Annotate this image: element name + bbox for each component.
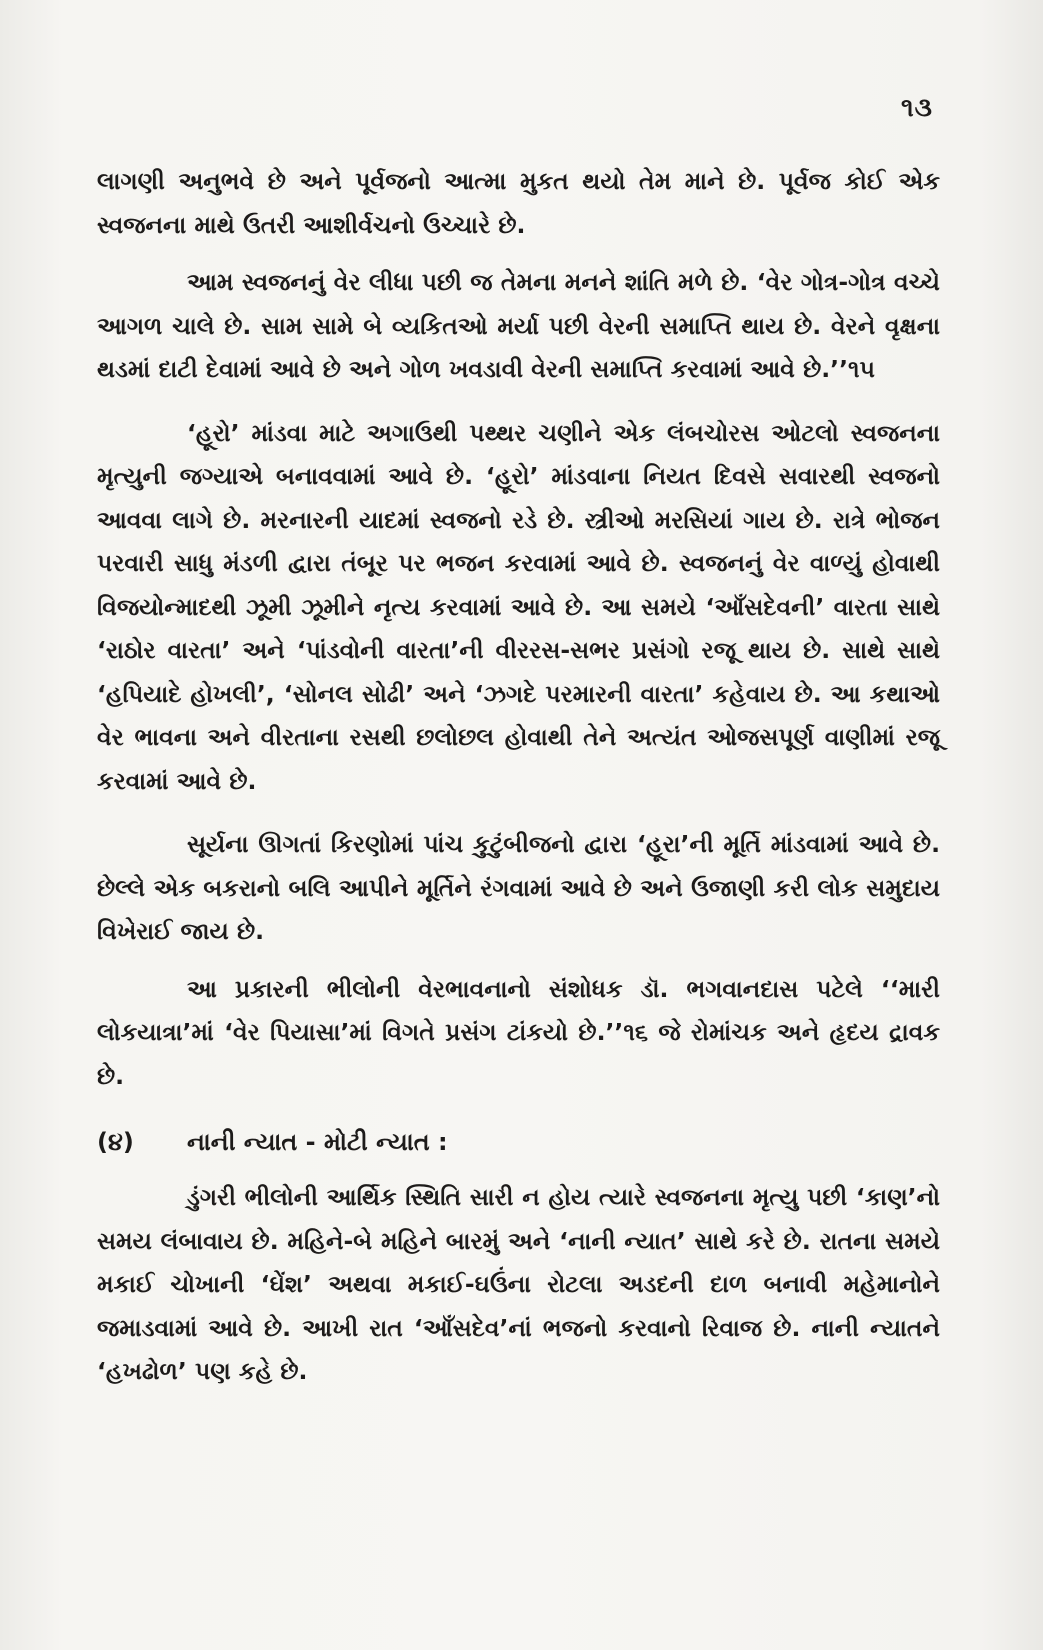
section-title: નાની ન્યાત - મોટી ન્યાત : [187, 1128, 448, 1156]
section-number: (૪) [97, 1128, 134, 1156]
paragraph-research-reference: આ પ્રકારની ભીલોની વેરભાવનાનો સંશોધક ડૉ. ભગવાનદાસ પટેલે ‘‘મારી લોકયાત્રા’માં ‘વેર પિયાસા’માં વિગતે પ્રસંગ ટાંકયો છે.’’૧૬ જે રોમાંચક અને હૃદય દ્રાવક છે. [97, 974, 940, 1090]
paragraph-idol-installation: સૂર્યના ઊગતાં કિરણોમાં પાંચ કુટુંબીજનો દ્વારા ‘હૂરા’ની મૂર્તિ માંડવામાં આવે છે. છેલ્લે એક બકરાનો બલિ આપીને મૂર્તિને રંગવામાં આવે છે અને ઉજાણી કરી લોક સમુદાય વિખેરાઈ જાય છે. [97, 830, 940, 945]
paragraph-continuation: લાગણી અનુભવે છે અને પૂર્વજનો આત્મા મુકત થયો તેમ માને છે. પૂર્વજ કોઈ એક સ્વજનના માથે ઉતરી આશીર્વચનો ઉચ્ચારે છે. [97, 167, 940, 239]
page-body [97, 160, 940, 1394]
section-heading [97, 1120, 940, 1164]
page-number: ૧૩ [900, 93, 933, 123]
paragraph-vengeance-quote: આમ સ્વજનનું વેર લીધા પછી જ તેમના મનને શાંતિ મળે છે. ‘વેર ગોત્ર-ગોત્ર વચ્ચે આગળ ચાલે છે. સામ સામે બે વ્યકિતઓ મર્યા પછી વેરની સમાપ્તિ થાય છે. વેરને વૃક્ષના થડમાં દાટી દેવામાં આવે છે અને ગોળ ખવડાવી વેરની સમાપ્તિ કરવામાં આવે છે.’’૧૫ [97, 268, 940, 383]
paragraph-nani-nyat: ડુંગરી ભીલોની આર્થિક સ્થિતિ સારી ન હોય ત્યારે સ્વજનના મૃત્યુ પછી ‘કાણ’નો સમય લંબાવાય છે. મહિને-બે મહિને બારમું અને ‘નાની ન્યાત’ સાથે કરે છે. રાતના સમયે મકાઈ ચોખાની ‘ઘેંશ’ અથવા મકાઈ-ઘઉંના રોટલા અડદની દાળ બનાવી મહેમાનોને જમાડવામાં આવે છે. આખી રાત ‘આઁસદેવ’નાં ભજનો કરવાનો રિવાજ છે. નાની ન્યાતને ‘હખઢોળ’ પણ કહે છે. [97, 1183, 940, 1385]
paragraph-hooro-ritual: ‘હૂરો’ માંડવા માટે અગાઉથી પથ્થર ચણીને એક લંબચોરસ ઓટલો સ્વજનના મૃત્યુની જગ્યાએ બનાવવામાં આવે છે. ‘હૂરો’ માંડવાના નિયત દિવસે સવારથી સ્વજનો આવવા લાગે છે. મરનારની યાદમાં સ્વજનો રડે છે. સ્ત્રીઓ મરસિયાં ગાય છે. રાત્રે ભોજન પરવારી સાધુ મંડળી દ્વારા તંબૂર પર ભજન કરવામાં આવે છે. સ્વજનનું વેર વાળ્યું હોવાથી વિજયોન્માદથી ઝૂમી ઝૂમીને નૃત્ય કરવામાં આવે છે. આ સમયે ‘આઁસદેવની’ વારતા સાથે ‘રાઠોર વારતા’ અને ‘પાંડવોની વારતા’ની વીરરસ-સભર પ્રસંગો રજૂ થાય છે. સાથે સાથે ‘હપિયાદે હોખલી’, ‘સોનલ સોઢી’ અને ‘ઝગદે પરમારની વારતા’ કહેવાય છે. આ કથાઓ વેર ભાવના અને વીરતાના રસથી છલોછલ હોવાથી તેને અત્યંત ઓજસપૂર્ણ વાણીમાં રજૂ કરવામાં આવે છે. [97, 418, 940, 795]
